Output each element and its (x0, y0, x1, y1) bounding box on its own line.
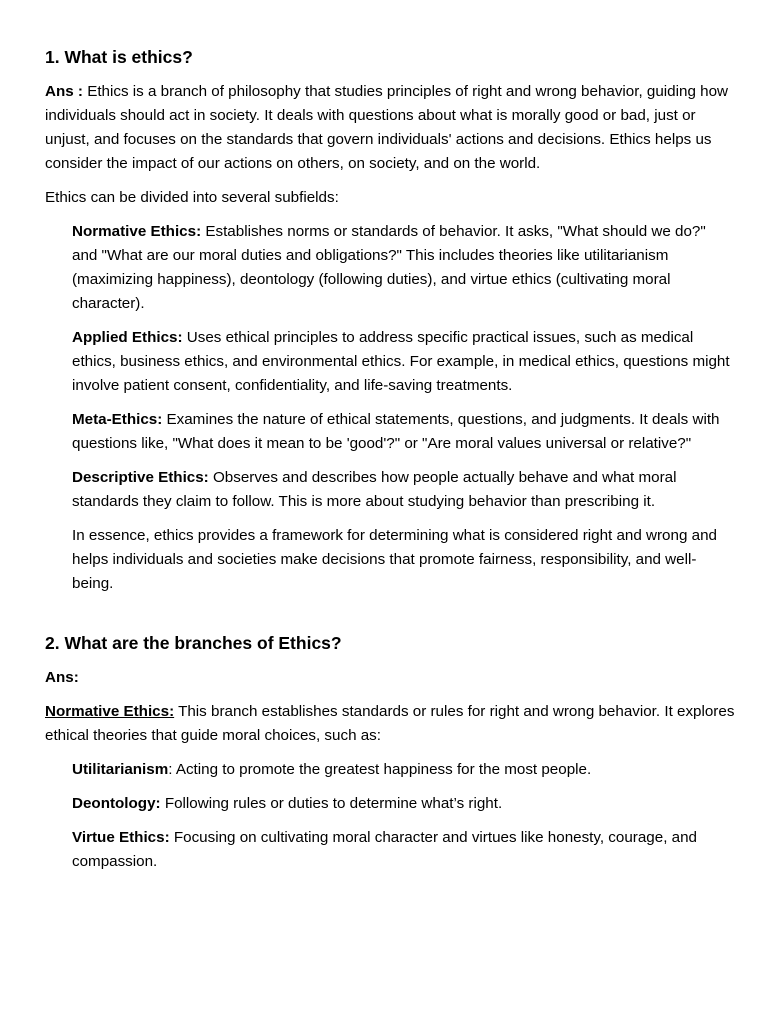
question-2-answer-label (45, 666, 735, 690)
subfield-text: Examines the nature of ethical statements, questions, and judgments. It deals with questions like, "What does it mean to be 'good'?" or "Are moral values universal or relative?" (72, 411, 720, 452)
subfield-meta-ethics (72, 408, 735, 456)
question-2-title: 2. What are the branches of Ethics? (45, 633, 342, 653)
question-1-title: 1. What is ethics? (45, 47, 193, 67)
answer-label: Ans: (45, 669, 79, 686)
subfields-intro: Ethics can be divided into several subfields: (45, 189, 339, 206)
answer-label: Ans : (45, 83, 83, 100)
theory-text: Following rules or duties to determine what’s right. (160, 795, 503, 812)
subfield-applied-ethics (72, 326, 735, 398)
subfield-descriptive-ethics (72, 466, 735, 514)
theory-term: Utilitarianism (72, 761, 169, 778)
theory-text: : Acting to promote the greatest happiness for the most people. (168, 761, 592, 778)
theory-term: Deontology: (72, 795, 161, 812)
conclusion-paragraph: In essence, ethics provides a framework for determining what is considered right and wrong and helps individuals and societies make decisions that promote fairness, responsibility, and well-being. (72, 527, 717, 592)
document-page (45, 44, 735, 874)
normative-ethics-term: Normative Ethics: (45, 703, 175, 720)
theory-utilitarianism (72, 758, 735, 782)
theory-text: Focusing on cultivating moral character and virtues like honesty, courage, and compassion. (72, 829, 697, 870)
subfield-term: Meta-Ethics: (72, 411, 163, 428)
answer-text: Ethics is a branch of philosophy that studies principles of right and wrong behavior, guiding how individuals should act in society. It deals with questions about what is morally good or bad, just or unjust, and focuses on the standards that govern individuals' actions and decisions. Ethics helps us consider the impact of our actions on others, on society, and on the world. (45, 83, 728, 172)
subfield-term: Normative Ethics: (72, 223, 202, 240)
subfield-term: Descriptive Ethics: (72, 469, 209, 486)
normative-ethics-paragraph (45, 700, 735, 748)
subfield-term: Applied Ethics: (72, 329, 183, 346)
subfield-normative-ethics (72, 220, 735, 316)
theory-deontology (72, 792, 735, 816)
question-1-answer (45, 80, 735, 176)
subfield-text: Establishes norms or standards of behavior. It asks, "What should we do?" and "What are our moral duties and obligations?" This includes theories like utilitarianism (maximizing happiness), deontology (following duties), and virtue ethics (cultivating moral character). (72, 223, 706, 312)
theory-term: Virtue Ethics: (72, 829, 170, 846)
subfield-text: Observes and describes how people actually behave and what moral standards they claim to follow. This is more about studying behavior than prescribing it. (72, 469, 677, 510)
normative-ethics-text: This branch establishes standards or rules for right and wrong behavior. It explores ethical theories that guide moral choices, such as: (45, 703, 735, 744)
subfield-text: Uses ethical principles to address specific practical issues, such as medical ethics, business ethics, and environmental ethics. For example, in medical ethics, questions might involve patient consent, confidentiality, and life-saving treatments. (72, 329, 730, 394)
theory-virtue-ethics (72, 826, 735, 874)
